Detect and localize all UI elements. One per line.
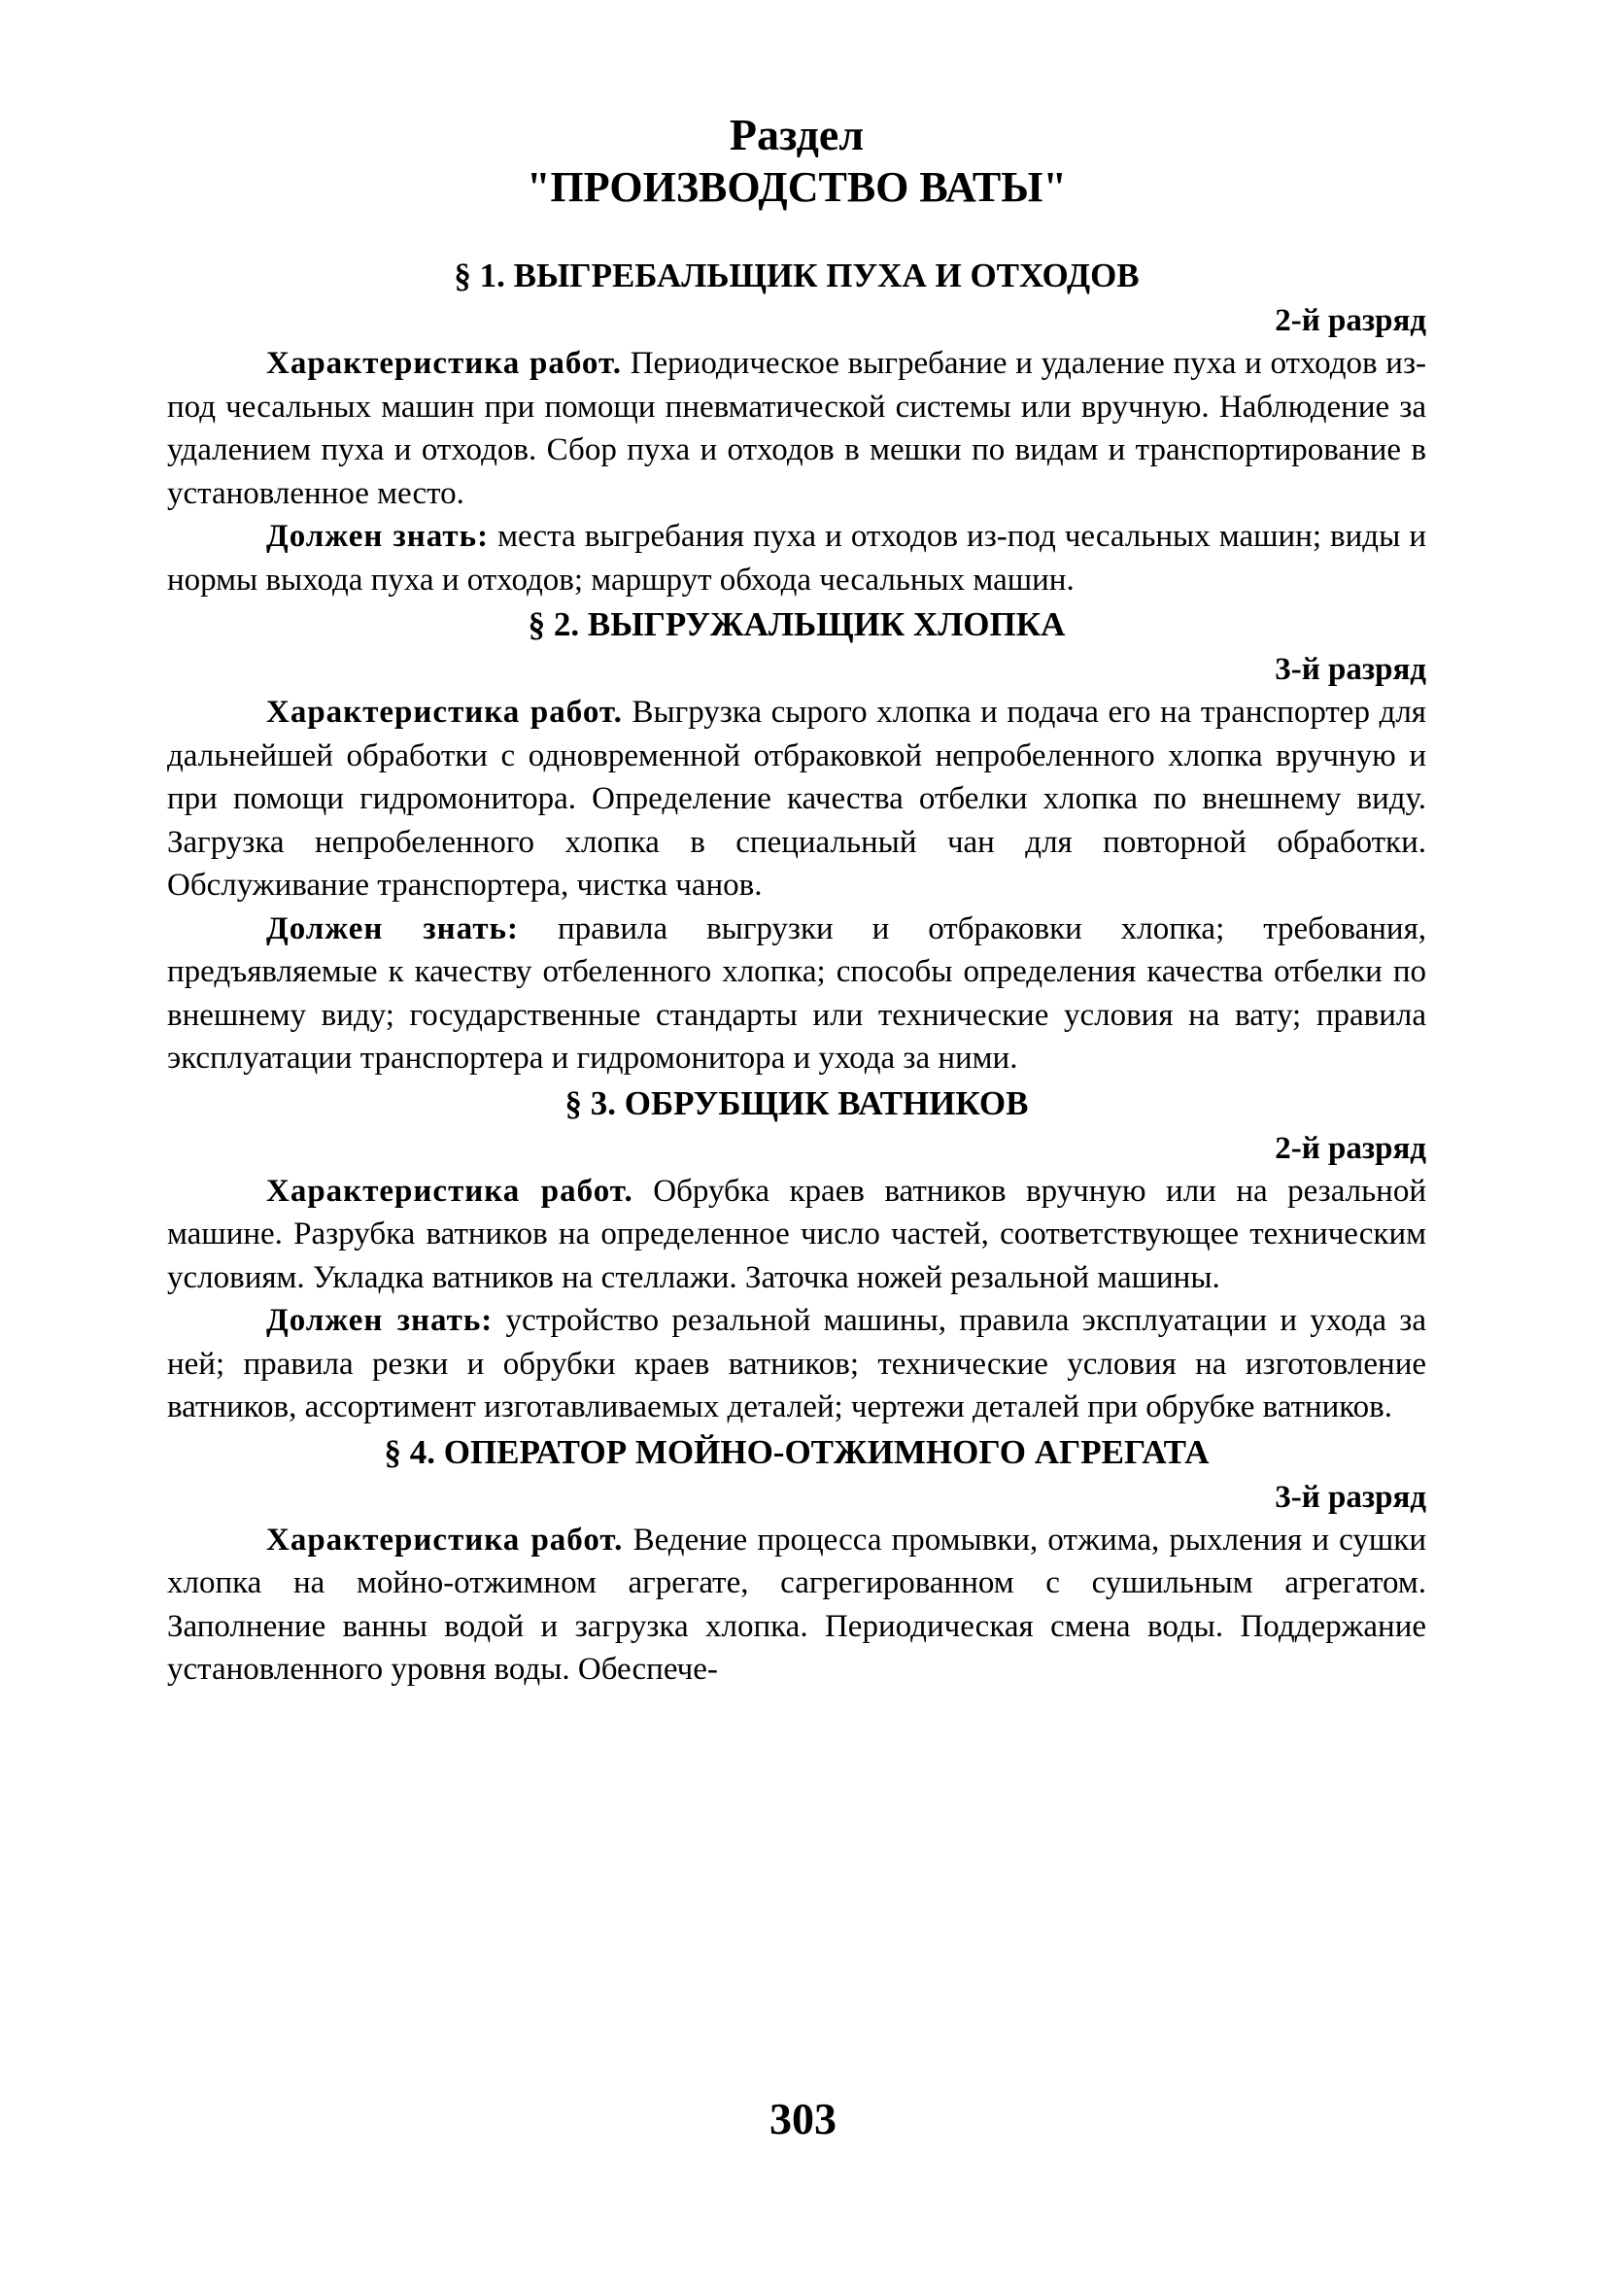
required-knowledge-text: устройство резальной машины, правила эксплуатации и ухода за ней; правила резки и обрубки краев ватников; технические условия на изготовление ватников, ассортимент изготавливаемых деталей; чертежи деталей при обрубке ватников. bbox=[167, 1303, 1426, 1424]
grade-label: 2-й разряд bbox=[1275, 303, 1426, 338]
work-description-text: Обрубка краев ватников вручную или на резальной машине. Разрубка ватников на определенное число частей, соответствующее техническим условиям. Укладка ватников на стеллажи. Заточка ножей резальной машины. bbox=[167, 1173, 1426, 1295]
section-1 bbox=[167, 253, 1426, 601]
work-description bbox=[167, 1519, 1426, 1692]
work-description bbox=[167, 342, 1426, 515]
required-knowledge-lead: Должен знать: bbox=[266, 519, 490, 554]
required-knowledge-text: места выгребания пуха и отходов из-под чесальных машин; виды и нормы выхода пуха и отходов; маршрут обхода чесальных машин. bbox=[167, 519, 1426, 598]
grade-label: 3-й разряд bbox=[1275, 1479, 1426, 1515]
section-title: § 4. ОПЕРАТОР МОЙНО-ОТЖИМНОГО АГРЕГАТА bbox=[384, 1432, 1210, 1471]
required-knowledge bbox=[167, 908, 1426, 1080]
part-title: Раздел bbox=[729, 110, 865, 159]
work-description bbox=[167, 691, 1426, 908]
required-knowledge-text: правила выгрузки и отбраковки хлопка; требования, предъявляемые к качеству отбеленного хлопка; способы определения качества отбелки по внешнему виду; государственные стандарты или технические условия на вату; правила эксплуатации транспортера и гидромонитора и ухода за ними. bbox=[167, 910, 1426, 1076]
document-page bbox=[167, 109, 1426, 1692]
section-3 bbox=[167, 1080, 1426, 1429]
required-knowledge bbox=[167, 1299, 1426, 1429]
section-title: § 1. ВЫГРЕБАЛЬЩИК ПУХА И ОТХОДОВ bbox=[454, 257, 1140, 294]
section-title: § 2. ВЫГРУЖАЛЬЩИК ХЛОПКА bbox=[528, 605, 1066, 643]
part-name: "ПРОИЗВОДСТВО ВАТЫ" bbox=[527, 163, 1067, 211]
required-knowledge bbox=[167, 515, 1426, 601]
work-description bbox=[167, 1170, 1426, 1300]
work-description-lead: Характеристика работ. bbox=[266, 1173, 633, 1209]
required-knowledge-lead: Должен знать: bbox=[266, 910, 519, 946]
work-description-lead: Характеристика работ. bbox=[266, 695, 623, 730]
work-description-lead: Характеристика работ. bbox=[266, 346, 622, 381]
work-description-text: Выгрузка сырого хлопка и подача его на транспортер для дальнейшей обработки с одновременной отбраковкой непробеленного хлопка вручную и при помощи гидромонитора. Определение качества отбелки хлопка по внешнему виду. Загрузка непробеленного хлопка в специальный чан для повторной обработки. Обслуживание транспортера, чистка чанов. bbox=[167, 695, 1426, 903]
work-description-text: Ведение процесса промывки, отжима, рыхления и сушки хлопка на мойно-отжимном агрегате, сагрегированном с сушильным агрегатом. Заполнение ванны водой и загрузка хлопка. Периодическая смена воды. Поддержание установленного уровня воды. Обеспече- bbox=[167, 1522, 1426, 1687]
section-title: § 3. ОБРУБЩИК ВАТНИКОВ bbox=[564, 1083, 1029, 1122]
section-4 bbox=[167, 1429, 1426, 1692]
required-knowledge-lead: Должен знать: bbox=[266, 1303, 494, 1338]
work-description-lead: Характеристика работ. bbox=[266, 1522, 624, 1558]
grade-label: 3-й разряд bbox=[1275, 652, 1426, 687]
section-2 bbox=[167, 601, 1426, 1080]
page-number: 303 bbox=[769, 2094, 837, 2143]
work-description-text: Периодическое выгребание и удаление пуха и отходов из-под чесальных машин при помощи пневматической системы или вручную. Наблюдение за удалением пуха и отходов. Сбор пуха и отходов в мешки по видам и транспортирование в установленное место. bbox=[167, 346, 1426, 511]
grade-label: 2-й разряд bbox=[1275, 1130, 1426, 1166]
